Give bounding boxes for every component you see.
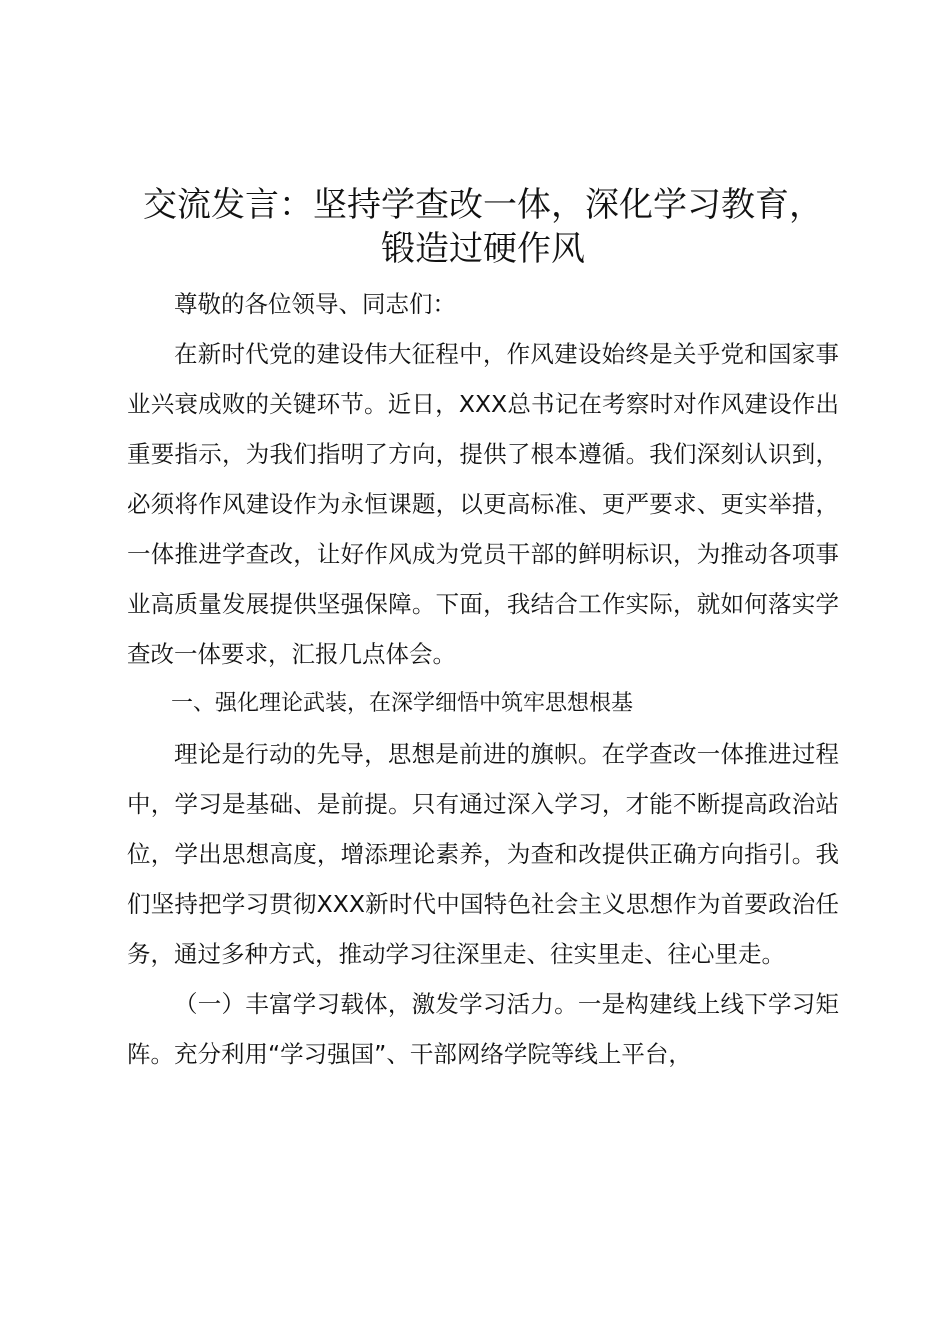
document-page	[127, 183, 839, 1079]
title-line-1: 交流发言：坚持学查改一体，深化学习教育，	[143, 185, 823, 225]
salutation: 尊敬的各位领导、同志们：	[174, 290, 456, 318]
document-title	[127, 183, 839, 271]
document-body	[127, 279, 839, 1079]
section-heading-1: 一、强化理论武装，在深学细悟中筑牢思想根基	[171, 691, 634, 716]
paragraph-theory: 理论是行动的先导，思想是前进的旗帜。在学查改一体推进过程中，学习是基础、是前提。只有通过深入学习，才能不断提高政治站位，学出思想高度，增添理论素养，为查和改提供正确方向指引。我们坚持把学习贯彻XXX新时代中国特色社会主义思想作为首要政治任务，通过多种方式，推动学习往深里走、往实里走、往心里走。	[127, 740, 839, 968]
title-line-2: 锻造过硬作风	[381, 229, 585, 269]
paragraph-intro: 在新时代党的建设伟大征程中，作风建设始终是关乎党和国家事业兴衰成败的关键环节。近日，XXX总书记在考察时对作风建设作出重要指示，为我们指明了方向，提供了根本遵循。我们深刻认识到，必须将作风建设作为永恒课题，以更高标准、更严要求、更实举措，一体推进学查改，让好作风成为党员干部的鲜明标识，为推动各项事业高质量发展提供坚强保障。下面，我结合工作实际，就如何落实学查改一体要求，汇报几点体会。	[127, 340, 839, 668]
paragraph-subsection-1: （一）丰富学习载体，激发学习活力。一是构建线上线下学习矩阵。充分利用“学习强国”、干部网络学院等线上平台，	[127, 990, 839, 1068]
